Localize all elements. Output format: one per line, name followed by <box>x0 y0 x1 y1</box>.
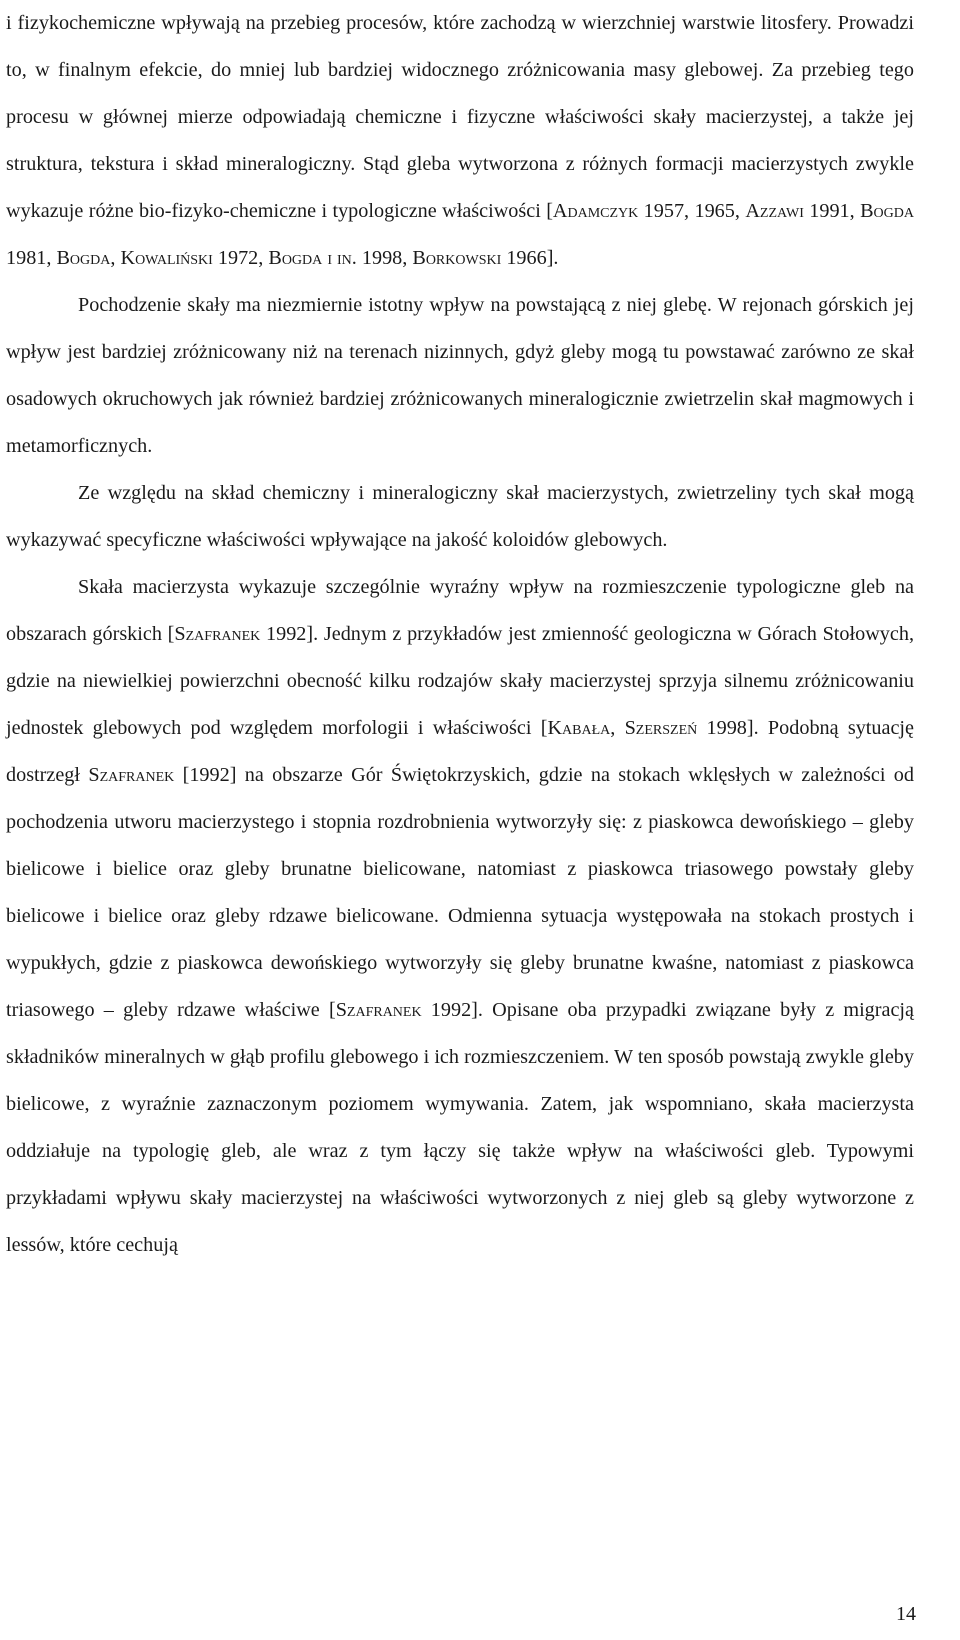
citation-author: Adamczyk <box>552 200 639 222</box>
page-number: 14 <box>896 1603 916 1625</box>
citation-author: Borkowski <box>412 247 502 269</box>
text-segment: Skała macierzysta wykazuje szczególnie wyraźny wpływ na rozmieszczenie typologiczne gleb na obszarach górskich [ <box>6 576 914 645</box>
text-segment: i fizykochemiczne wpływają na przebieg procesów, które zachodzą w wierzchniej warstwie litosfery. Prowadzi to, w finalnym efekcie, do mniej lub bardziej widocznego zróżnicowania masy glebowej. Za przebieg tego procesu w głównej mierze odpowiadają chemiczne i fizyczne właściwości skały macierzystej, a także jej struktura, tekstura i skład mineralogiczny. Stąd gleba wytworzona z różnych formacji macierzystych zwykle wykazuje różne bio-fizyko-chemiczne i typologiczne właściwości [ <box>6 12 914 222</box>
text-segment: 1998]. Podobną sytuację dostrzegł <box>6 717 915 786</box>
paragraph <box>6 0 914 282</box>
citation-author: Bogda i in <box>268 247 352 269</box>
text-segment: Pochodzenie skały ma niezmiernie istotny wpływ na powstającą z niej glebę. W rejonach górskich jej wpływ jest bardziej zróżnicowany niż na terenach nizinnych, gdyż gleby mogą tu powstawać zarówno ze skał osadowych okruchowych jak również bardziej zróżnicowanych mineralogicznie zwietrzelin skał magmowych i metamorficznych. <box>6 294 914 457</box>
citation-author: Szafranek <box>88 764 175 786</box>
text-segment: , <box>110 247 121 269</box>
paragraph <box>6 470 914 564</box>
paragraph <box>6 282 914 470</box>
paragraph <box>6 564 914 1269</box>
citation-author: Szafranek <box>174 623 261 645</box>
citation-author: Kabała <box>547 717 611 739</box>
text-segment: 1992]. Jednym z przykładów jest zmienność geologiczna w Górach Stołowych, gdzie na niewielkiej powierzchni obecność kilku rodzajów skały macierzystej sprzyja silnemu zróżnicowaniu jednostek glebowych pod względem morfologii i właściwości [ <box>6 623 914 739</box>
citation-author: Kowaliński <box>120 247 213 269</box>
text-segment: Ze względu na skład chemiczny i mineralogiczny skał macierzystych, zwietrzeliny tych skał mogą wykazywać specyficzne właściwości wpływające na jakość koloidów glebowych. <box>6 482 914 551</box>
text-segment: . 1998, <box>351 247 413 269</box>
text-segment: 1991, <box>803 200 861 222</box>
text-segment: 1981, <box>6 247 57 269</box>
citation-author: Szerszeń <box>624 717 698 739</box>
citation-author: Bogda <box>860 200 915 222</box>
citation-author: Bogda <box>56 247 111 269</box>
body-text <box>6 0 914 1269</box>
text-segment: 1972, <box>212 247 269 269</box>
text-segment: , <box>610 717 625 739</box>
text-segment: [1992] na obszarze Gór Świętokrzyskich, gdzie na stokach wklęsłych w zależności od pochodzenia utworu macierzystego i stopnia rozdrobnienia wytworzyły się: z piaskowca dewońskiego – gleby bielicowe i bielice oraz gleby brunatne bielicowane, natomiast z piaskowca triasowego powstały gleby bielicowe i bielice oraz gleby rdzawe bielicowane. Odmienna sytuacja występowała na stokach prostych i wypukłych, gdzie z piaskowca dewońskiego wytworzyły się gleby brunatne kwaśne, natomiast z piaskowca triasowego – gleby rdzawe właściwe [ <box>6 764 914 1021</box>
text-segment: 1966]. <box>501 247 559 269</box>
citation-author: Azzawi <box>745 200 804 222</box>
text-segment: 1992]. Opisane oba przypadki związane były z migracją składników mineralnych w głąb profilu glebowego i ich rozmieszczeniem. W ten sposób powstają zwykle gleby bielicowe, z wyraźnie zaznaczonym poziomem wymywania. Zatem, jak wspomniano, skała macierzysta oddziałuje na typologię gleb, ale wraz z tym łączy się także wpływ na właściwości gleb. Typowymi przykładami wpływu skały macierzystej na właściwości wytworzonych z niej gleb są gleby wytworzone z lessów, które cechują <box>6 999 914 1256</box>
citation-author: Szafranek <box>335 999 422 1021</box>
text-segment: 1957, 1965, <box>638 200 746 222</box>
